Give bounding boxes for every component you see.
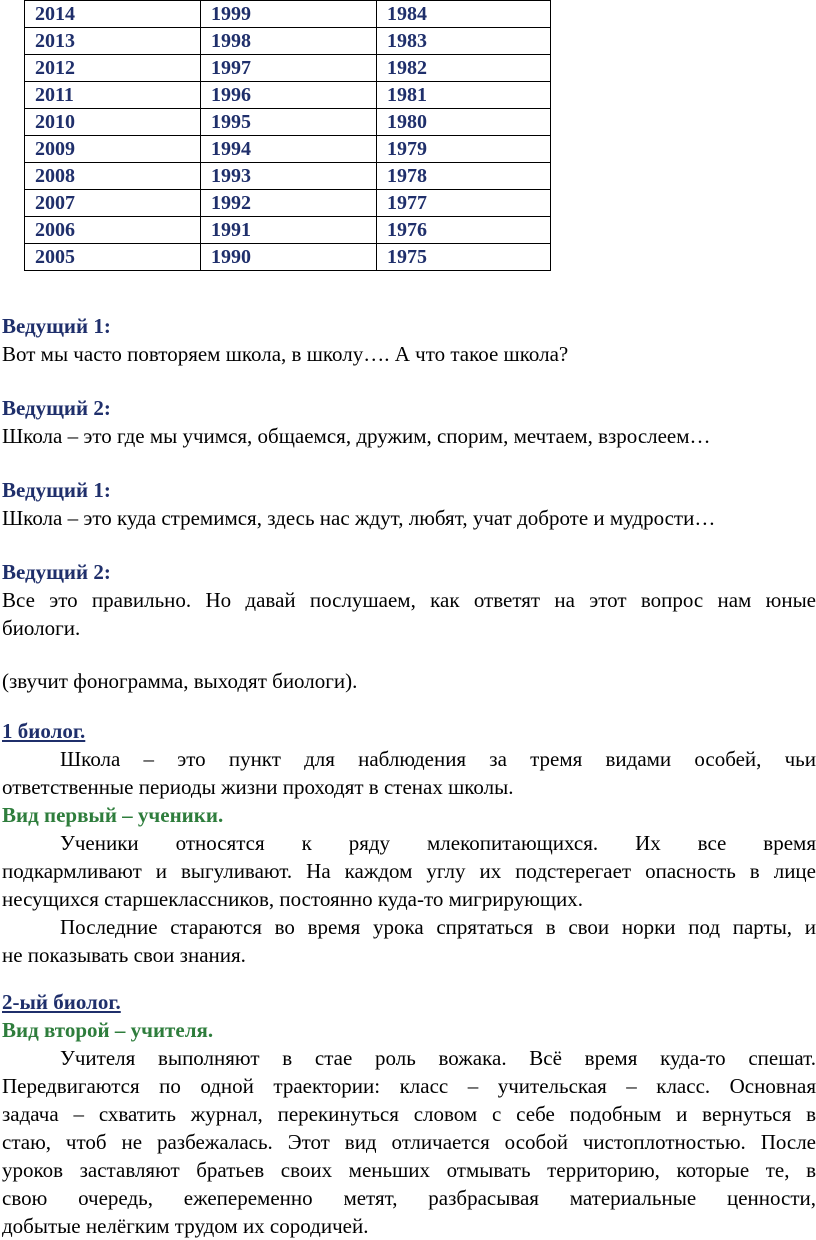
table-cell: 2014 — [25, 1, 201, 28]
table-cell: 2011 — [25, 82, 201, 109]
dialogue-text-line-1: Все это правильно. Но давай послушаем, как ответят на этот вопрос нам юные — [2, 588, 816, 612]
table-row — [25, 82, 551, 109]
years-table — [24, 0, 551, 271]
paragraph-line: несущихся старшеклассников, постоянно куда-то мигрирующих. — [2, 887, 584, 911]
stage-note — [2, 667, 816, 695]
table-cell: 1998 — [201, 28, 377, 55]
table-cell: 1978 — [377, 163, 551, 190]
paragraph-line: подкармливают и выгуливают. На каждом углу их подстерегает опасность в лице — [2, 859, 816, 883]
table-cell: 2013 — [25, 28, 201, 55]
paragraph-line: уроков заставляют братьев своих меньших отмывать территорию, которые те, в — [2, 1158, 816, 1182]
table-cell: 1992 — [201, 190, 377, 217]
dialogue-text: Школа – это где мы учимся, общаемся, дружим, спорим, мечтаем, взрослеем… — [2, 424, 711, 448]
table-cell: 1999 — [201, 1, 377, 28]
paragraph-line: Школа – это пункт для наблюдения за тремя видами особей, чьи — [60, 747, 816, 771]
kind-heading: Вид второй – учителя. — [2, 1018, 214, 1042]
table-cell: 1984 — [377, 1, 551, 28]
speaker-label: Ведущий 1: — [2, 478, 111, 502]
paragraph-line: Передвигаются по одной траектории: класс – учительская – класс. Основная — [2, 1074, 816, 1098]
paragraph-line: задача – схватить журнал, перекинуться словом с себе подобным и вернуться в — [2, 1102, 816, 1126]
table-cell: 1997 — [201, 55, 377, 82]
table-cell: 2008 — [25, 163, 201, 190]
table-cell: 1976 — [377, 217, 551, 244]
table-row — [25, 1, 551, 28]
dialogue-text: Вот мы часто повторяем школа, в школу…. А что такое школа? — [2, 342, 569, 366]
table-cell: 1975 — [377, 244, 551, 271]
table-cell: 1981 — [377, 82, 551, 109]
table-cell: 1991 — [201, 217, 377, 244]
dialogue-entry-3 — [2, 476, 816, 532]
table-row — [25, 55, 551, 82]
table-cell: 1993 — [201, 163, 377, 190]
paragraph-line: Ученики относятся к ряду млекопитающихся. Их все время — [60, 831, 816, 855]
kind-heading: Вид первый – ученики. — [2, 803, 224, 827]
biologist-1-section — [2, 717, 816, 969]
table-row — [25, 109, 551, 136]
table-cell: 1980 — [377, 109, 551, 136]
paragraph-line: ответственные периоды жизни проходят в стенах школы. — [2, 775, 514, 799]
table-cell: 1982 — [377, 55, 551, 82]
paragraph-line: Последние стараются во время урока спрятаться в свои норки под парты, и — [60, 915, 816, 939]
table-cell: 2009 — [25, 136, 201, 163]
table-cell: 1994 — [201, 136, 377, 163]
table-row — [25, 136, 551, 163]
table-row — [25, 190, 551, 217]
biologist-1-heading: 1 биолог. — [2, 719, 86, 743]
table-cell: 2010 — [25, 109, 201, 136]
paragraph-line: не показывать свои знания. — [2, 943, 246, 967]
paragraph-line: свою очередь, ежепеременно метят, разбрасывая материальные ценности, — [2, 1186, 816, 1210]
table-cell: 1990 — [201, 244, 377, 271]
dialogue-entry-1 — [2, 312, 816, 368]
stage-note-text: (звучит фонограмма, выходят биологи). — [2, 669, 358, 693]
biologist-2-heading: 2-ый биолог. — [2, 990, 121, 1014]
table-cell: 2007 — [25, 190, 201, 217]
speaker-label: Ведущий 1: — [2, 314, 111, 338]
biologist-2-section — [2, 988, 816, 1240]
table-cell: 1977 — [377, 190, 551, 217]
speaker-label: Ведущий 2: — [2, 396, 111, 420]
paragraph-line: добытые нелёгким трудом их сородичей. — [2, 1214, 369, 1238]
table-cell: 2006 — [25, 217, 201, 244]
table-cell: 1996 — [201, 82, 377, 109]
table-row — [25, 244, 551, 271]
table-row — [25, 217, 551, 244]
table-cell: 1983 — [377, 28, 551, 55]
speaker-label: Ведущий 2: — [2, 560, 111, 584]
dialogue-entry-2 — [2, 394, 816, 450]
paragraph-line: стаю, чтоб не разбежалась. Этот вид отличается особой чистоплотностью. После — [2, 1130, 816, 1154]
dialogue-text-line-2: биологи. — [2, 616, 81, 640]
dialogue-text: Школа – это куда стремимся, здесь нас ждут, любят, учат доброте и мудрости… — [2, 506, 716, 530]
table-cell: 1979 — [377, 136, 551, 163]
table-row — [25, 28, 551, 55]
dialogue-entry-4 — [2, 558, 816, 642]
table-cell: 1995 — [201, 109, 377, 136]
table-row — [25, 163, 551, 190]
table-cell: 2012 — [25, 55, 201, 82]
table-cell: 2005 — [25, 244, 201, 271]
paragraph-line: Учителя выполняют в стае роль вожака. Всё время куда-то спешат. — [60, 1046, 816, 1070]
